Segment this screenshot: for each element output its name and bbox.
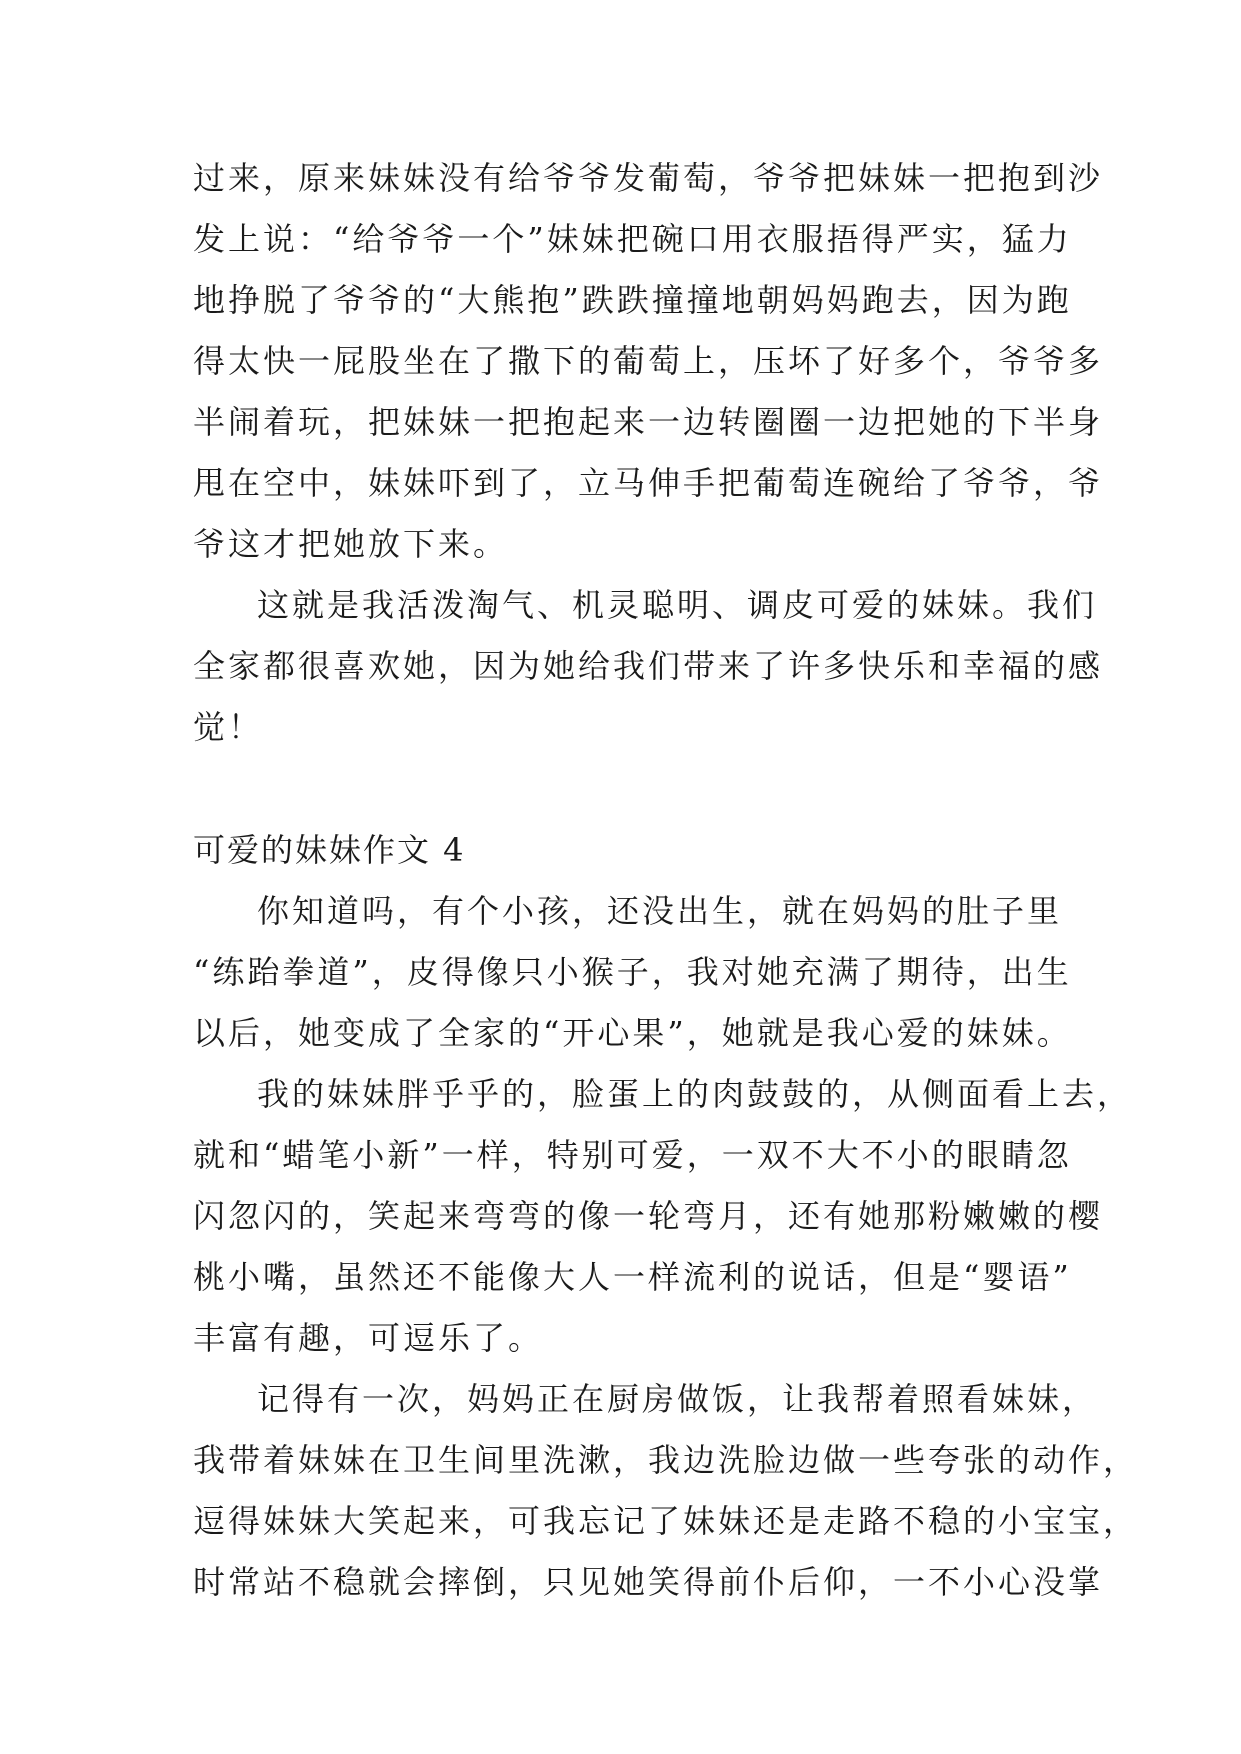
paragraph-3-line: 我带着妹妹在卫生间里洗漱，我边洗脸边做一些夸张的动作， [193, 1441, 1139, 1479]
paragraph-2-line: 我的妹妹胖乎乎的，脸蛋上的肉鼓鼓的，从侧面看上去， [257, 1075, 1133, 1113]
paragraph-1-line: 以后，她变成了全家的“开心果”，她就是我心爱的妹妹。 [193, 1014, 1072, 1052]
closing-paragraph-line: 觉！ [193, 708, 264, 746]
paragraph-2-line: 丰富有趣，可逗乐了。 [193, 1319, 544, 1357]
text-line: 过来，原来妹妹没有给爷爷发葡萄，爷爷把妹妹一把抱到沙 [193, 159, 1104, 197]
paragraph-2-line: 桃小嘴，虽然还不能像大人一样流利的说话，但是“婴语” [193, 1258, 1072, 1296]
paragraph-2-line: 就和“蜡笔小新”一样，特别可爱，一双不大不小的眼睛忽 [193, 1136, 1072, 1174]
paragraph-2-line: 闪忽闪的，笑起来弯弯的像一轮弯月，还有她那粉嫩嫩的樱 [193, 1197, 1104, 1235]
document-body [193, 148, 1139, 1613]
paragraph-3-line: 记得有一次，妈妈正在厨房做饭，让我帮着照看妹妹， [257, 1380, 1098, 1418]
text-line: 发上说：“给爷爷一个”妹妹把碗口用衣服捂得严实，猛力 [193, 220, 1072, 258]
text-line: 得太快一屁股坐在了撒下的葡萄上，压坏了好多个，爷爷多 [193, 342, 1104, 380]
text-line: 半闹着玩，把妹妹一把抱起来一边转圈圈一边把她的下半身 [193, 403, 1104, 441]
text-line: 甩在空中，妹妹吓到了，立马伸手把葡萄连碗给了爷爷，爷 [193, 464, 1104, 502]
paragraph-1-line: “练跆拳道”，皮得像只小猴子，我对她充满了期待，出生 [193, 953, 1072, 991]
essay-title: 可爱的妹妹作文 4 [193, 831, 466, 869]
text-line: 爷这才把她放下来。 [193, 525, 509, 563]
closing-paragraph-line: 全家都很喜欢她，因为她给我们带来了许多快乐和幸福的感 [193, 647, 1104, 685]
text-line: 地挣脱了爷爷的“大熊抱”跌跌撞撞地朝妈妈跑去，因为跑 [193, 281, 1072, 319]
paragraph-3-line: 时常站不稳就会摔倒，只见她笑得前仆后仰，一不小心没掌 [193, 1563, 1104, 1601]
paragraph-1-line: 你知道吗，有个小孩，还没出生，就在妈妈的肚子里 [257, 892, 1063, 930]
paragraph-3-line: 逗得妹妹大笑起来，可我忘记了妹妹还是走路不稳的小宝宝， [193, 1502, 1139, 1540]
closing-paragraph-line: 这就是我活泼淘气、机灵聪明、调皮可爱的妹妹。我们 [257, 586, 1098, 624]
section-gap [193, 758, 1053, 820]
